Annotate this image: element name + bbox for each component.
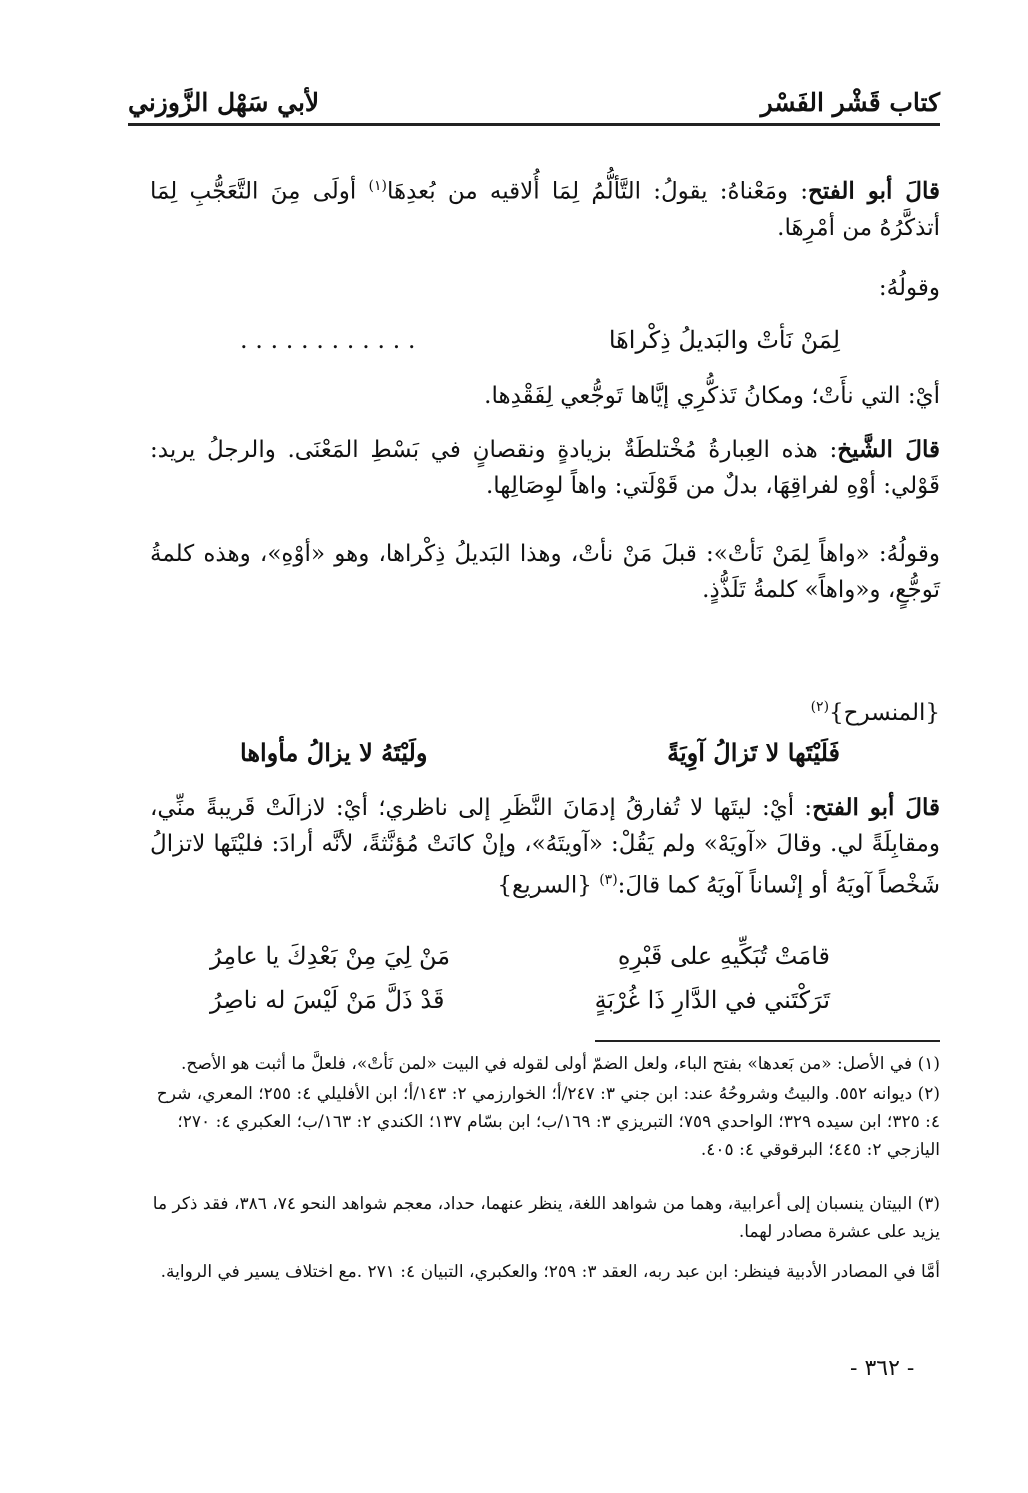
header-author: لأبي سَهْل الزَّوزني (128, 88, 320, 117)
footnote-ref: (٣) (599, 872, 618, 888)
paragraph-abu-alfath-2 (150, 790, 940, 904)
verse-hemistich-left: ولَيْتَهُ لا يزالُ مأواها (240, 738, 428, 767)
paragraph-sheikh (150, 432, 940, 504)
running-header (128, 78, 940, 126)
paragraph-qawluhu: وقولُهُ: «واهاً لِمَنْ نَأتْ»: قبلَ مَنْ نأتْ، وهذا البَديلُ ذِكْراها، وهو «أوْهِ»، وهذه كلمةُ تَوجُّعٍ، و«واهاً» كلمةُ تَلَذُّذٍ. (150, 541, 940, 603)
speaker-label: قالَ أبو الفتح (808, 177, 940, 205)
speaker-label: قالَ أبو الفتح (812, 794, 940, 821)
header-book-title: كتاب قَشْر الفَسْر (760, 88, 940, 117)
verse-hemistich-left: مَنْ لِيَ مِنْ بَعْدِكَ يا عامِرُ (210, 942, 451, 970)
verse-line-3 (210, 942, 830, 970)
verse-hemistich-right: فَلَيْتَها لا تَزالُ آوِيَةً (667, 738, 840, 767)
meter-heading (150, 698, 940, 726)
verse-hemistich-right: لِمَنْ نَأتْ والبَديلُ ذِكْراهَا (608, 326, 840, 354)
footnote-3: (٣) البيتان ينسبان إلى أعرابية، وهما من شواهد اللغة، ينظر عنهما، حداد، معجم شواهد النحو ٧٤، ٣٨٦، فقد ذكر ما يزيد على عشرة مصادر لهما. (152, 1194, 940, 1242)
paragraph-text: : أيْ: ليتَها لا تُفارقُ إدمَانَ النَّظَرِ إلى ناظري؛ أيْ: لازالَتْ قَريبةً منِّي، ومقابِلَةً لي. وقالَ «آويَهْ» ولم يَقُلْ: «آويتَهُ»، وإنْ كانَتْ مُؤنَّثةً، لأنَّه أرادَ: فليْتَها لاتزالُ شَخْصاً آويَهُ أو إنْساناً آويَهُ كما قالَ: (150, 795, 940, 899)
meter-name: {المنسرح} (829, 700, 940, 726)
paragraph-text-cont: أولَى مِنَ التَّعَجُّبِ لِمَا أتذكَّرُهُ من أمْرِهَا. (150, 178, 940, 241)
verse-hemistich-right: قامَتْ تُبَكِّيهِ على قَبْرِهِ (617, 942, 830, 970)
paragraph-text: : ومَعْناهُ: يقولُ: التَّألُّمُ لِمَا أُلاقيه من بُعدِهَا (386, 178, 808, 205)
paragraph-text: : هذه العِبارةُ مُخْتلطَةٌ بزيادةٍ ونقصانٍ في بَسْطِ المَعْنَى. والرجلُ يريد: قَوْلي: أوْهِ لفراقِهَا، بدلٌ من قَوْلَتي: واهاً لوِصَالِها. (150, 437, 940, 499)
qawluhu-label: وقولُهُ: (878, 275, 940, 301)
footnote-ref: (٢) (810, 699, 830, 715)
verse-line-4 (210, 986, 830, 1014)
footnote-1: (١) في الأصل: «من بَعدها» بفتح الباء، ولعل الضمّ أولى لقوله في البيت «لمن نَأتْ»، فلعلَّ ما أثبت هو الأصح. (180, 1054, 940, 1074)
meter-name: {السريع} (497, 872, 600, 899)
paragraph-abu-alfath-1 (150, 168, 940, 246)
verse-hemistich-right: تَرَكْتَني في الدَّارِ ذَا غُرْبَةٍ (594, 986, 830, 1014)
verse-ellipsis: . . . . . . . . . . . . (240, 326, 416, 354)
paragraph-explanation: أيْ: التي نأَتْ؛ ومكانُ تَذكُّرِي إيَّاها تَوجُّعي لِفَقْدِها. (484, 383, 940, 409)
verse-line-1 (240, 326, 840, 354)
verse-line-2 (240, 738, 840, 767)
footnote-3-cont: أمَّا في المصادر الأدبية فينظر: ابن عبد ربه، العقد ٣: ٢٥٩؛ والعكبري، التبيان ٤: ٢٧١ .مع اختلاف يسير في الرواية. (160, 1262, 940, 1282)
speaker-label: قالَ الشَّيخ (837, 436, 940, 463)
footnote-divider (595, 1040, 940, 1042)
footnote-ref: (١) (368, 178, 387, 194)
footnote-2: (٢) ديوانه ٥٥٢. والبيتُ وشروحُهُ عند: ابن جني ٣: ٢٤٧/أ؛ الخوارزمي ٢: ١٤٣/أ؛ ابن الأفليلي ٤: ٢٥٥؛ المعري، شرح ٤: ٣٢٥؛ ابن سيده ٣٢٩؛ الواحدي ٧٥٩؛ التبريزي ٣: ١٦٩/ب؛ ابن بسّام ١٣٧؛ الكندي ٢: ١٦٣/ب؛ العكبري ٤: ٢٧٠؛ اليازجي ٢: ٤٤٥؛ البرقوقي ٤: ٤٠٥. (156, 1084, 940, 1160)
verse-hemistich-left: قَدْ ذَلَّ مَنْ لَيْسَ له ناصِرُ (210, 986, 445, 1014)
page-number: - ٣٦٢ - (850, 1356, 915, 1381)
